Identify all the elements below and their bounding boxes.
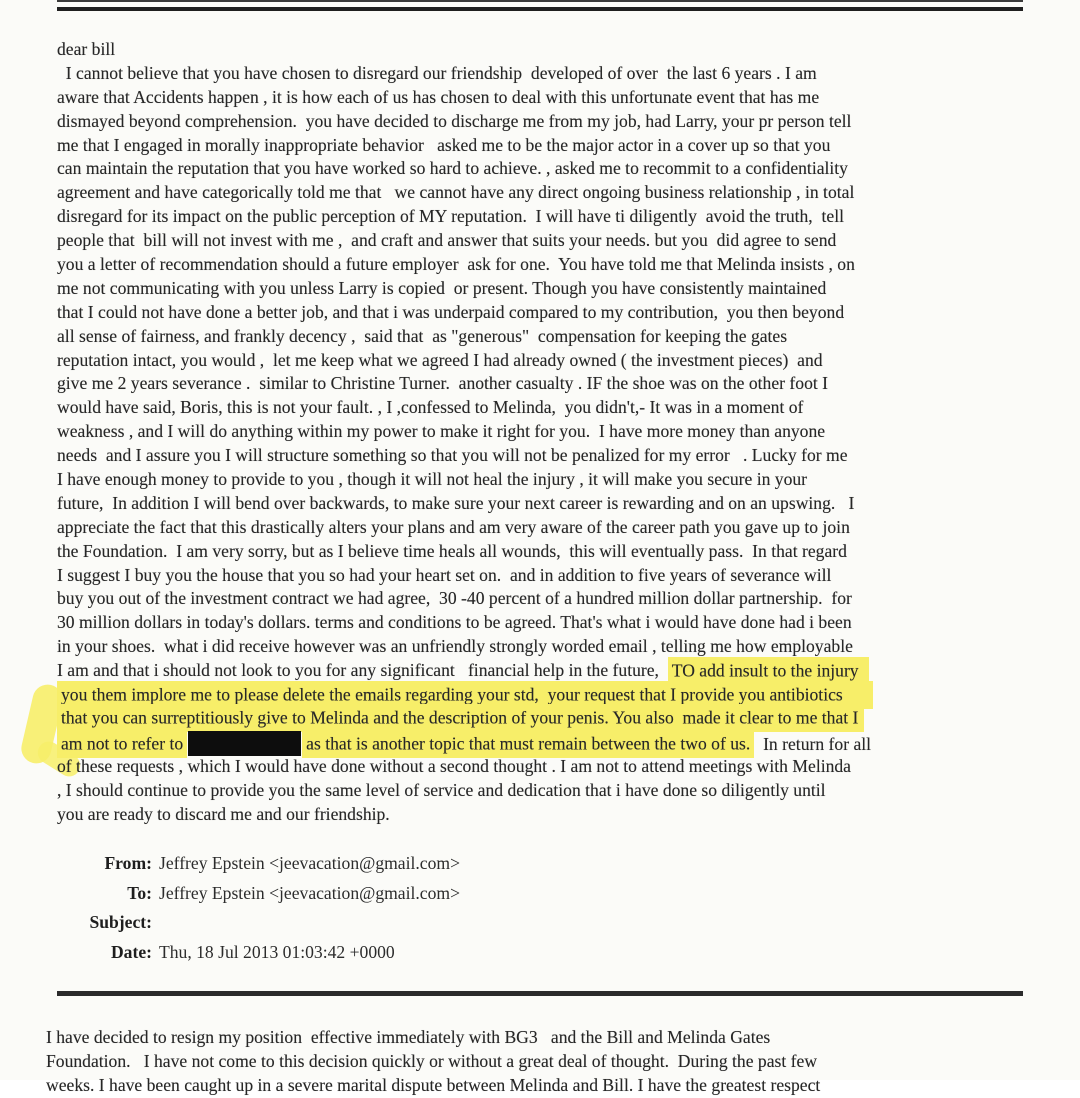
letter-text: needs and I assure you I will structure something so that you will not be penalized for my error . Lucky for me bbox=[57, 445, 848, 466]
letter-text: I am and that i should not look to you for any significant financial help in the future, bbox=[57, 660, 668, 681]
letter-text: I have enough money to provide to you , though it will not heal the injury , it will make you secure in your bbox=[57, 469, 808, 490]
letter-line bbox=[57, 731, 1047, 755]
letter-line bbox=[57, 277, 1047, 301]
letter-line bbox=[57, 110, 1047, 134]
letter-line bbox=[57, 229, 1047, 253]
letter-text: the Foundation. I am very sorry, but as I believe time heals all wounds, this will eventually pass. In that regard bbox=[57, 540, 847, 561]
header-label: From: bbox=[104, 853, 152, 873]
letter-line bbox=[57, 779, 1047, 803]
highlighted-text: TO add insult to the injury bbox=[668, 657, 869, 685]
letter-line bbox=[57, 181, 1047, 205]
letter-line bbox=[57, 62, 1047, 86]
letter-text: I cannot believe that you have chosen to disregard our friendship developed of over the last 6 years . I am bbox=[57, 62, 817, 83]
letter-line bbox=[57, 683, 1047, 707]
letter-line bbox=[57, 564, 1047, 588]
header-row bbox=[68, 938, 460, 968]
letter-line bbox=[57, 540, 1047, 564]
letter-text: that I could not have done a better job, and that i was underpaid compared to my contribution, you then beyond bbox=[57, 301, 845, 322]
email-header bbox=[68, 849, 460, 967]
top-rule-thin bbox=[57, 0, 1023, 2]
header-row bbox=[68, 849, 460, 879]
letter-text: people that bill will not invest with me , and craft and answer that suits your needs. but you did agree to send bbox=[57, 230, 837, 251]
letter-text: 30 million dollars in today's dollars. terms and conditions to be agreed. That's what i would have done had i been bbox=[57, 612, 852, 633]
letter-text: me that I engaged in morally inappropriate behavior asked me to be the major actor in a cover up so that you bbox=[57, 134, 831, 155]
letter-text: dismayed beyond comprehension. you have decided to discharge me from my job, had Larry, your pr person tell bbox=[57, 110, 852, 131]
letter-text: disregard for its impact on the public perception of MY reputation. I will have ti diligently avoid the truth, tell bbox=[57, 206, 844, 227]
letter-text: I suggest I buy you the house that you so had your heart set on. and in addition to five years of severance will bbox=[57, 564, 832, 585]
letter-line bbox=[57, 659, 1047, 683]
letter-line bbox=[57, 205, 1047, 229]
letter-text: reputation intact, you would , let me keep what we agreed I had already owned ( the investment pieces) and bbox=[57, 349, 823, 370]
header-value: Jeffrey Epstein <jeevacation@gmail.com> bbox=[159, 882, 460, 903]
letter-text: me not communicating with you unless Larry is copied or present. Though you have consistently maintained bbox=[57, 277, 827, 298]
letter-line bbox=[57, 587, 1047, 611]
letter-line bbox=[57, 755, 1047, 779]
footer-line: weeks. I have been caught up in a severe marital dispute between Melinda and Bill. I have the greatest respect bbox=[46, 1074, 821, 1095]
letter-text: in your shoes. what i did receive however was an unfriendly strongly worded email , telling me how employable bbox=[57, 636, 853, 657]
header-label: To: bbox=[127, 882, 152, 903]
letter-line bbox=[57, 157, 1047, 181]
letter-line bbox=[57, 635, 1047, 659]
header-row bbox=[68, 908, 460, 938]
letter-line bbox=[57, 707, 1047, 731]
letter-text: future, In addition I will bend over backwards, to make sure your next career is rewarding and on an upswing. I bbox=[57, 492, 855, 513]
letter-text: all sense of fairness, and frankly decency , said that as "generous" compensation for keeping the gates bbox=[57, 325, 788, 346]
letter-text: , I should continue to provide you the same level of service and dedication that i have done so diligently until bbox=[57, 779, 826, 800]
letter-line bbox=[57, 134, 1047, 158]
letter-line bbox=[57, 38, 1047, 62]
header-label: Subject: bbox=[89, 912, 152, 933]
letter-line bbox=[57, 468, 1047, 492]
letter-line bbox=[57, 611, 1047, 635]
highlighted-text: you them implore me to please delete the emails regarding your std, your request that I provide you antibiotics bbox=[57, 681, 873, 709]
highlighted-text: am not to refer to bbox=[57, 730, 187, 758]
letter-text: weakness , and I will do anything within my power to make it right for you. I have more money than anyone bbox=[57, 421, 826, 442]
letter-line bbox=[57, 86, 1047, 110]
letter-text: appreciate the fact that this drastically alters your plans and am very aware of the career path you gave up to join bbox=[57, 516, 850, 537]
highlighted-text: that you can surreptitiously give to Melinda and the description of your penis. You also made it clear to me that I bbox=[57, 704, 864, 732]
letter-text: you a letter of recommendation should a future employer ask for one. You have told me that Melinda insists , on bbox=[57, 254, 855, 275]
highlighted-text: as that is another topic that must remain between the two of us. bbox=[302, 730, 754, 758]
letter-line bbox=[57, 516, 1047, 540]
letter-text: give me 2 years severance . similar to Christine Turner. another casualty . IF the shoe was on the other foot I bbox=[57, 373, 829, 394]
top-rule-thick bbox=[57, 7, 1023, 11]
header-value: Thu, 18 Jul 2013 01:03:42 +0000 bbox=[159, 941, 395, 962]
letter-text: you are ready to discard me and our friendship. bbox=[57, 803, 390, 824]
section-divider-rule bbox=[57, 991, 1023, 996]
letter-line bbox=[57, 253, 1047, 277]
letter-line bbox=[57, 444, 1047, 468]
redaction-bar bbox=[188, 731, 301, 756]
header-value: Jeffrey Epstein <jeevacation@gmail.com> bbox=[159, 853, 460, 873]
letter-line bbox=[57, 803, 1047, 827]
letter-text: aware that Accidents happen , it is how each of us has chosen to deal with this unfortunate event that has me bbox=[57, 86, 820, 107]
header-label: Date: bbox=[110, 941, 152, 962]
letter-text: can maintain the reputation that you have worked so hard to achieve. , asked me to recommit to a confidentiality bbox=[57, 158, 848, 179]
footer-line: I have decided to resign my position effective immediately with BG3 and the Bill and Melinda Gates bbox=[46, 1027, 771, 1047]
letter-line bbox=[57, 420, 1047, 444]
letter-text: dear bill bbox=[57, 39, 116, 59]
letter-body bbox=[57, 38, 1047, 826]
letter-line bbox=[57, 349, 1047, 373]
letter-line bbox=[57, 372, 1047, 396]
letter-text: would have said, Boris, this is not your fault. , I ,confessed to Melinda, you didn't,- It was in a moment of bbox=[57, 397, 804, 418]
letter-text: agreement and have categorically told me that we cannot have any direct ongoing business relationship , in total bbox=[57, 182, 855, 203]
letter-line bbox=[57, 396, 1047, 420]
letter-line bbox=[57, 325, 1047, 349]
letter-line bbox=[57, 301, 1047, 325]
letter-text: buy you out of the investment contract we had agree, 30 -40 percent of a hundred million dollar partnership. for bbox=[57, 588, 852, 609]
letter-line bbox=[57, 492, 1047, 516]
letter-text: of these requests , which I would have done without a second thought . I am not to attend meetings with Melinda bbox=[57, 755, 851, 776]
second-email-body bbox=[46, 1026, 1046, 1098]
header-row bbox=[68, 879, 460, 909]
footer-line: Foundation. I have not come to this decision quickly or without a great deal of thought. During the past few bbox=[46, 1050, 818, 1071]
letter-text: In return for all bbox=[754, 733, 872, 754]
